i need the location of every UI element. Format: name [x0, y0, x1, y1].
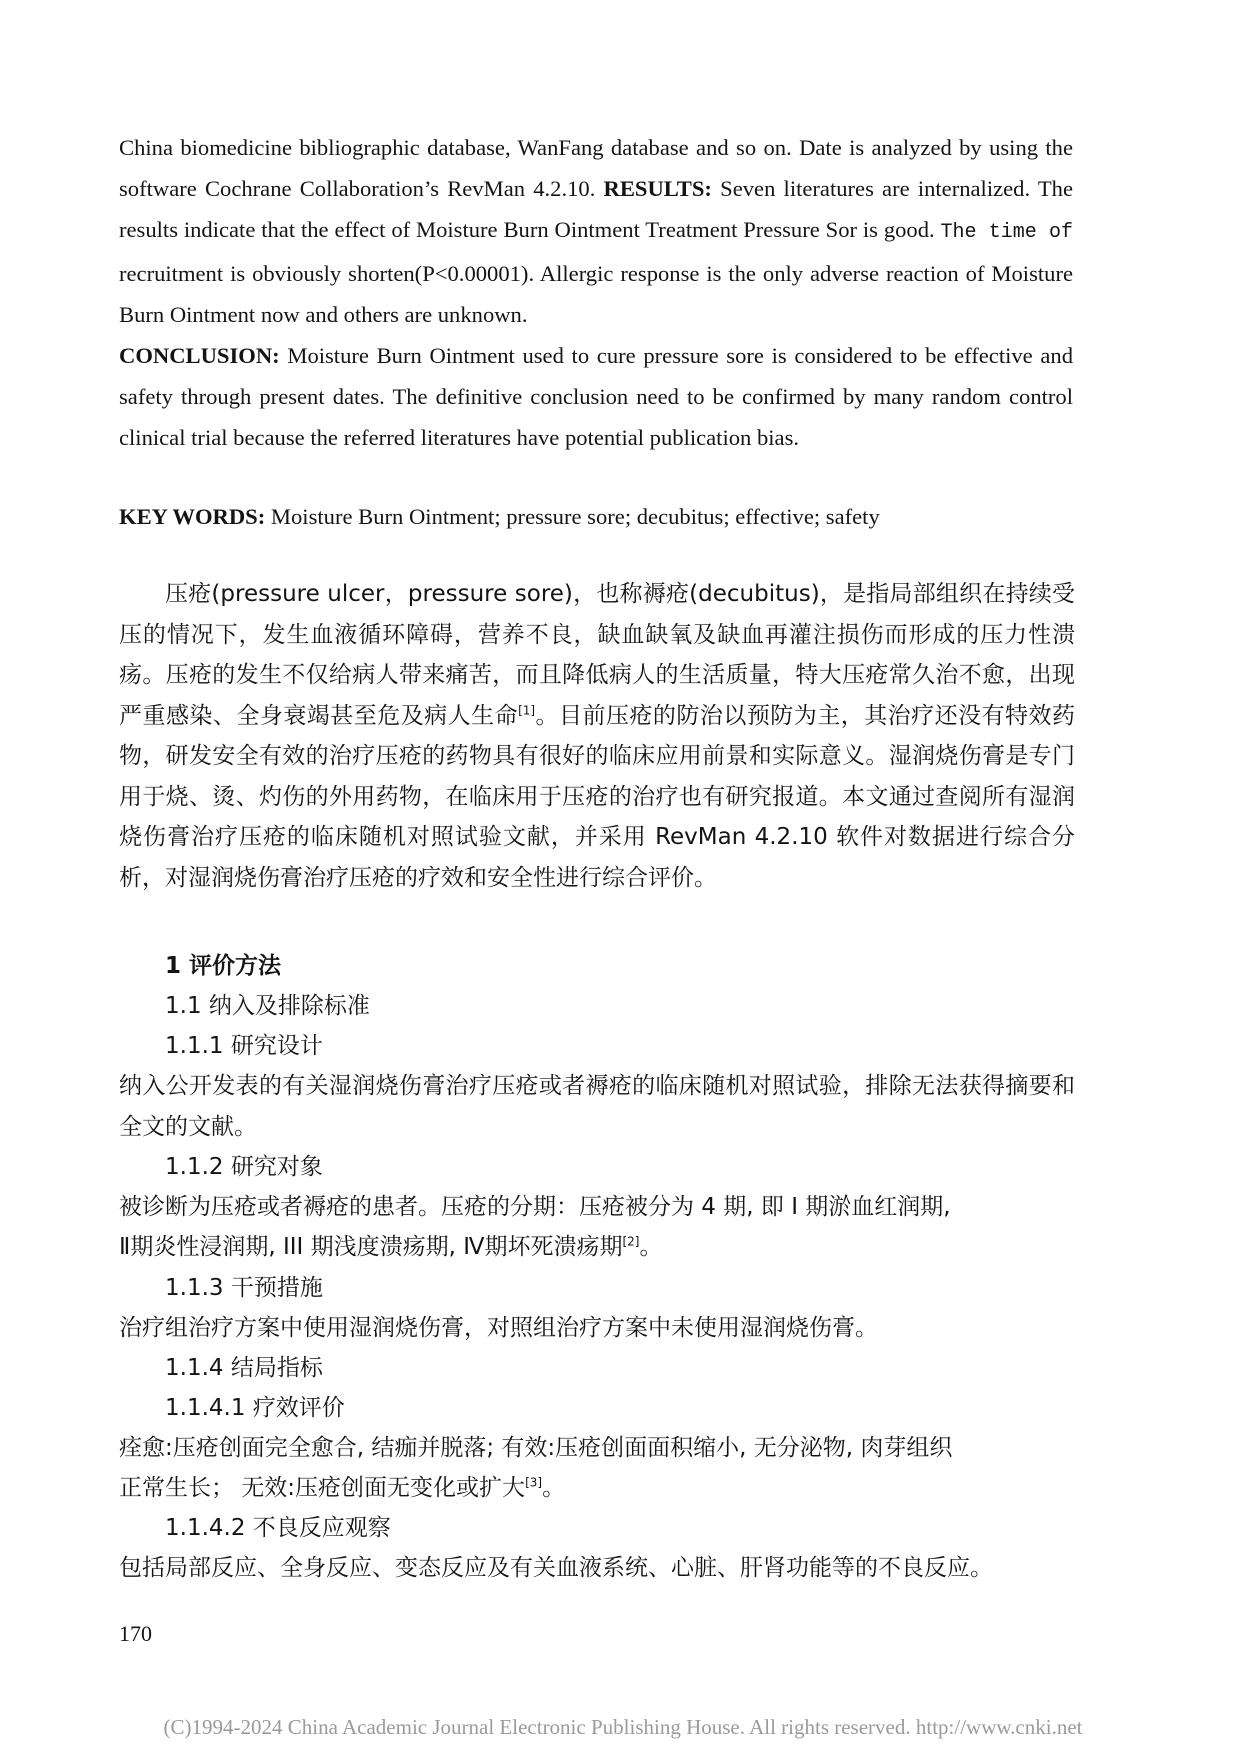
sentence-end: 。 — [639, 1234, 663, 1260]
intro-text-2: 。目前压疮的防治以预防为主，其治疗还没有特效药物，研发安全有效的治疗压疮的药物具有很好的临床应用前景和实际意义。湿润烧伤膏是专门用于烧、烫、灼伤的外用药物，在临床用于压疮的治疗也有研究报道。本文通过查阅所有湿润烧伤膏治疗压疮的临床随机对照试验文献，并采用 RevMan 4.2.10 软件对数据进行综合分析，对湿润烧伤膏治疗压疮的疗效和安全性进行综合评价。 — [119, 702, 1076, 891]
section-heading-1-1-2: 1.1.2 研究对象 — [165, 1154, 323, 1180]
section-heading-1-1-4-2: 1.1.4.2 不良反应观察 — [165, 1515, 391, 1541]
conclusion-label: CONCLUSION: — [119, 343, 280, 368]
section-1-1-3-body: 治疗组治疗方案中使用湿润烧伤膏，对照组治疗方案中未使用湿润烧伤膏。 — [119, 1315, 878, 1341]
section-heading-1-1: 1.1 纳入及排除标准 — [165, 993, 370, 1019]
copyright-footer: (C)1994-2024 China Academic Journal Electronic Publishing House. All rights reserved. http://www.cnki.net — [163, 1715, 1083, 1739]
section-1-1-4-1-text: 正常生长； 无效:压疮创面无变化或扩大 — [119, 1475, 526, 1501]
section-1-1-1-body: 纳入公开发表的有关湿润烧伤膏治疗压疮或者褥疮的临床随机对照试验，排除无法获得摘要和全文的文献。 — [119, 1073, 1075, 1140]
section-heading-1-1-4-1: 1.1.4.1 疗效评价 — [165, 1395, 345, 1421]
abstract-text-1: China biomedicine bibliographic database, WanFang database and so on. Date is analyzed by using the software Cochrane Collaboration’s RevMan 4.2.10. — [119, 135, 1073, 201]
keywords-line — [119, 496, 1073, 537]
abstract-text-2: Seven literatures are internalized. The results indicate that the effect of Moisture Burn Ointment Treatment Pressure Sor is good. — [119, 176, 1074, 242]
section-1-1-2-text: Ⅱ期炎性浸润期, III 期浅度溃疡期, Ⅳ期坏死溃疡期 — [119, 1234, 623, 1260]
abstract-text-3: recruitment is obviously shorten(P<0.00001). Allergic response is the only adverse reaction of Moisture Burn Ointment now and others are unknown. — [119, 261, 1073, 327]
section-1-1-4-2-body: 包括局部反应、全身反应、变态反应及有关血液系统、心脏、肝肾功能等的不良反应。 — [119, 1555, 993, 1581]
section-heading-1: 1 评价方法 — [165, 953, 282, 979]
citation-ref: [1] — [518, 702, 536, 717]
section-1-1-2-body-line-1: 被诊断为压疮或者褥疮的患者。压疮的分期：压疮被分为 4 期, 即 I 期淤血红润期, — [119, 1194, 951, 1220]
section-heading-1-1-1: 1.1.1 研究设计 — [165, 1033, 323, 1059]
abstract-text-4: Moisture Burn Ointment used to cure pressure sore is considered to be effective and safety through present dates. The definitive conclusion need to be confirmed by many random control clinical trial because the referred literatures have potential publication bias. — [119, 343, 1073, 450]
keywords-text: Moisture Burn Ointment; pressure sore; decubitus; effective; safety — [265, 504, 880, 529]
results-label: RESULTS: — [603, 176, 712, 201]
keywords-label: KEY WORDS: — [119, 504, 266, 529]
sentence-end: 。 — [542, 1475, 566, 1501]
abstract-mono-phrase: The time of — [940, 221, 1073, 244]
section-1-1-2-body-line-2 — [119, 1227, 662, 1267]
section-1-1-4-1-body-line-2 — [119, 1468, 565, 1508]
section-1-1-4-1-body-line-1: 痊愈:压疮创面完全愈合, 结痂并脱落; 有效:压疮创面面积缩小, 无分泌物, 肉芽组织 — [119, 1435, 953, 1461]
citation-ref: [2] — [622, 1234, 640, 1249]
section-heading-1-1-3: 1.1.3 干预措施 — [165, 1275, 323, 1301]
section-heading-1-1-4: 1.1.4 结局指标 — [165, 1355, 323, 1381]
intro-text: 压疮(pressure ulcer，pressure sore)，也称褥疮(decubitus)，是指局部组织在持续受压的情况下，发生血液循环障碍，营养不良，缺血缺氧及缺血再灌注损伤而形成的压力性溃疡。压疮的发生不仅给病人带来痛苦，而且降低病人的生活质量，特大压疮常久治不愈，出现严重感染、全身衰竭甚至危及病人生命 — [119, 581, 1075, 729]
page-number: 170 — [119, 1621, 152, 1646]
intro-paragraph — [119, 574, 1075, 898]
citation-ref: [3] — [525, 1475, 543, 1490]
abstract-paragraph — [119, 127, 1073, 458]
